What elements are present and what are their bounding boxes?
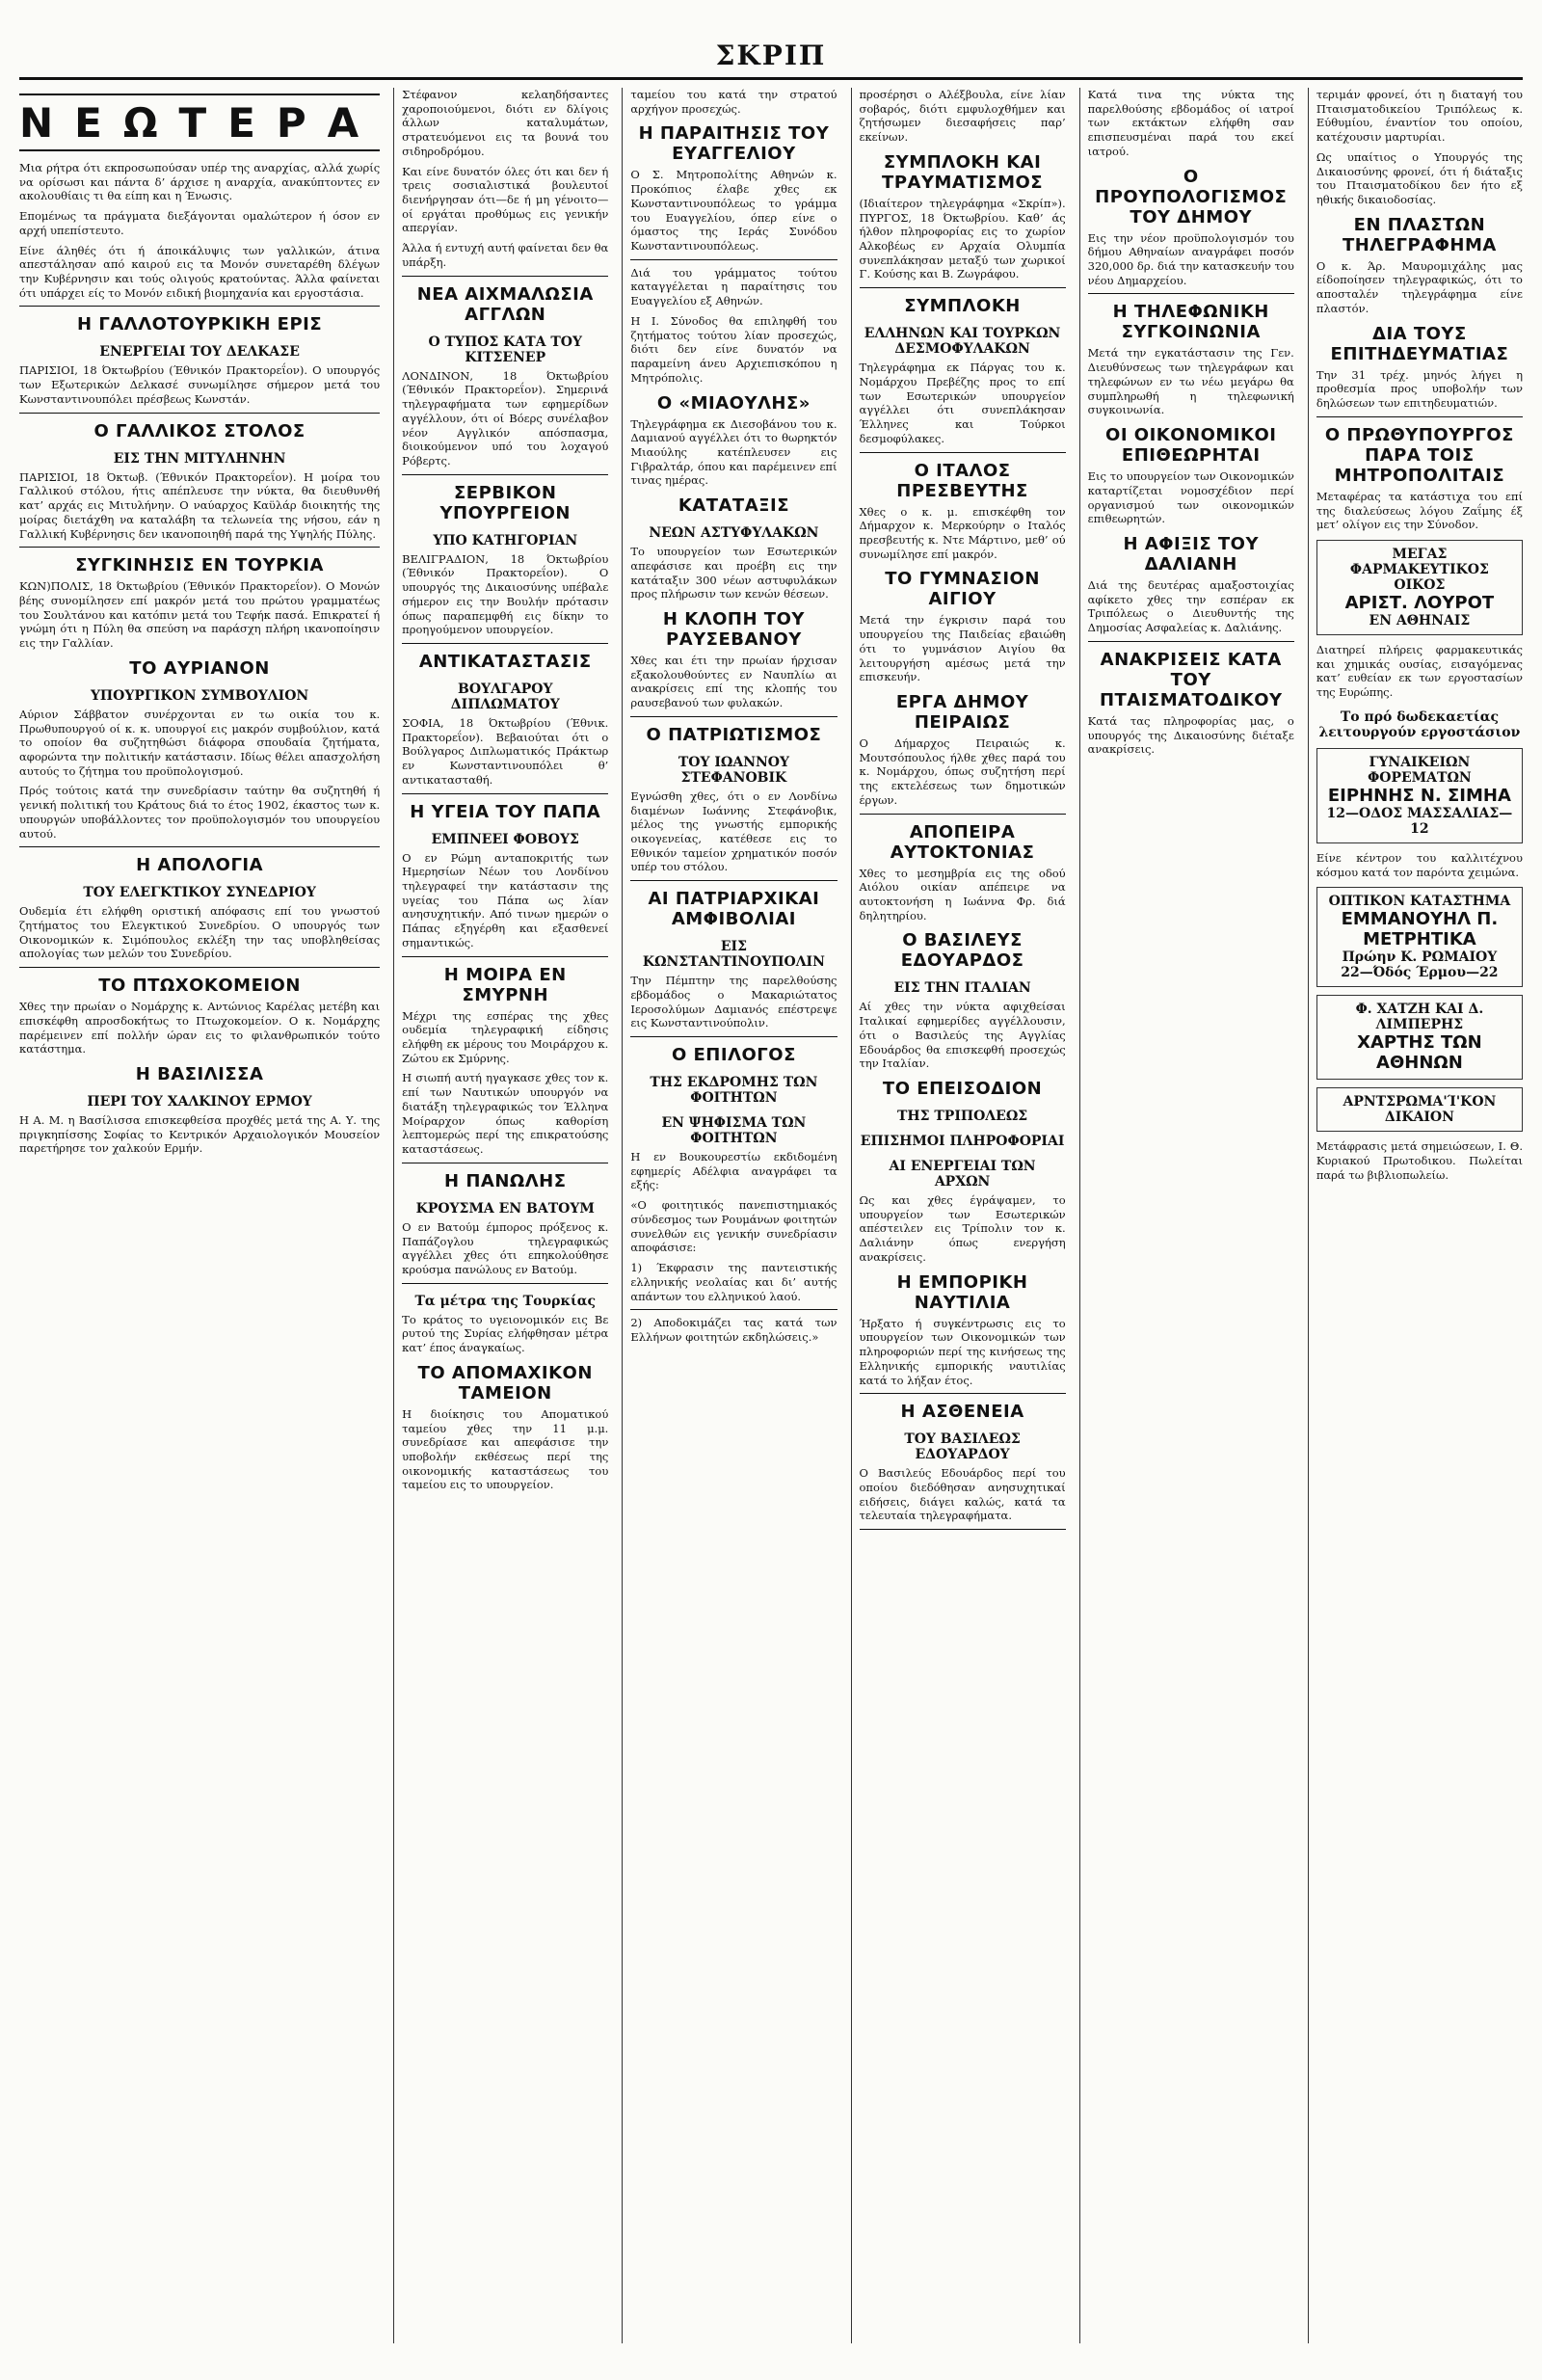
article-headline: Η ΒΑΣΙΛΙΣΣΑ	[135, 1064, 264, 1085]
article-paragraph: Κατά τας πληροφορίας μας, ο υπουργός της Δικαιοσύνης διέταξε ανακρίσεις.	[1087, 713, 1294, 757]
column-2	[393, 88, 608, 2343]
article-paragraph: Η σιωπή αυτή ηγαγκασε χθες τον κ. επί των Ναυτικών υπουργόν να διατάξη τηλεγραφικώς τον Έλληνα Μοίραρχον όπως καθορίση λεπτομερώς περί της επικρατούσης καταστάσεως.	[402, 1071, 609, 1157]
neotera-title: ΝΕΩΤΕΡΑ	[19, 98, 381, 147]
article-subheadline: ΤΟΥ ΕΛΕΓΚΤΙΚΟΥ ΣΥΝΕΔΡΙΟΥ	[83, 885, 316, 901]
column-rule	[402, 956, 608, 957]
column-rule	[630, 1036, 837, 1037]
advertisement	[1316, 540, 1523, 635]
article-paragraph: Η Ι. Σύνοδος θα επιληφθή του ζητήματος τούτου λίαν προσεχώς, διότι δεν είνε δυνατόν να παραμείνη άνευ Αρχιεπισκόπου η Μητρόπολις.	[630, 313, 837, 385]
article-headline: ΣΕΡΒΙΚΟΝ ΥΠΟΥΡΓΕΙΟΝ	[439, 482, 571, 523]
article-subheadline: Το πρό δωδεκαετίας λειτουργούν εργοστάσιον	[1318, 709, 1521, 740]
article-headline: ΑΝΑΚΡΙΣΕΙΣ ΚΑΤΑ ΤΟΥ ΠΤΑΙΣΜΑΤΟΔΙΚΟΥ	[1099, 649, 1283, 710]
article-subheadline: ΕΠΙΣΗΜΟΙ ΠΛΗΡΟΦΟΡΙΑΙ	[860, 1134, 1065, 1150]
column-rule	[630, 716, 837, 717]
article-paragraph: Μέχρι της εσπέρας της χθες ουδεμία τηλεγραφική είδησις ελήφθη εκ μέρους του Μοιράρχου κ. Ζώτου εκ Σμύρνης.	[402, 1008, 609, 1065]
article-headline: Ο ΒΑΣΙΛΕΥΣ ΕΔΟΥΑΡΔΟΣ	[900, 930, 1024, 972]
advertisement	[1316, 748, 1523, 843]
column-rule	[19, 547, 380, 548]
article-headline: Η ΑΣΘΕΝΕΙΑ	[900, 1402, 1024, 1423]
article-subheadline: ΒΟΥΛΓΑΡΟΥ ΔΙΠΛΩΜΑΤΟΥ	[450, 681, 560, 712]
article-paragraph: Μεταφέρας τα κατάστιχα του επί της διαλεύσεως λόγου Ζαΐμης έξ μετ’ ολίγον εις την Σύνοδον.	[1316, 489, 1523, 532]
article-paragraph: Αί χθες την νύκτα αφιχθείσαι Ιταλικαί εφημερίδες αγγέλλουσιν, ότι ο Βασιλεύς της Αγγλίας Εδουάρδος θα επισκεφθή προσεχώς την Ιταλίαν.	[859, 1000, 1066, 1071]
article-headline: Ο ΕΠΙΛΟΓΟΣ	[671, 1045, 796, 1066]
article-headline: Ο ΠΡΩΘΥΠΟΥΡΓΟΣ ΠΑΡΑ ΤΟΙΣ ΜΗΤΡΟΠΟΛΙΤΑΙΣ	[1324, 424, 1514, 486]
article-paragraph: Ο εν Βατούμ έμπορος πρόξενος κ. Παπάζογλου τηλεγραφικώς αγγέλλει χθες ότι επηκολούθησε κρούσμα πανώλους εν Βατούμ.	[402, 1219, 609, 1276]
article-paragraph: «Ο φοιτητικός πανεπιστημιακός σύνδεσμος των Ρουμάνων φοιτητών συνελθών εις γενικήν συνεδρίασιν αποφάσισε:	[630, 1198, 837, 1255]
column-rule	[1088, 293, 1294, 294]
article-subheadline: ΕΝ ΨΗΦΙΣΜΑ ΤΩΝ ΦΟΙΤΗΤΩΝ	[661, 1115, 807, 1147]
article-paragraph: Διά της δευτέρας αμαξοστοιχίας αφίκετο χθες την εσπέραν εκ Τριπόλεως ο Διευθυντής της Δημοσίας Ασφαλείας κ. Δαλιάνης.	[1087, 577, 1294, 635]
masthead-title: ΣΚΡΙΠ	[715, 40, 827, 71]
article-headline: ΚΑΤΑΤΑΞΙΣ	[678, 495, 789, 517]
advertisement	[1316, 887, 1523, 987]
article-paragraph: Τηλεγράφημα εκ Διεσοβάνου του κ. Δαμιανού αγγέλλει ότι το θωρηκτόν Μιαούλης κατέπλευσεν εις Γιβραλτάρ, όπου και παρέμεινεν επί τινας ημέρας.	[630, 416, 837, 488]
article-paragraph: Μετάφρασις μετά σημειώσεων, Ι. Θ. Κυριακού Πρωτοδικου. Πωλείται παρά τω βιβλιοπωλείω.	[1316, 1139, 1523, 1182]
article-headline: ΣΥΜΠΛΟΚΗ ΚΑΙ ΤΡΑΥΜΑΤΙΣΜΟΣ	[882, 151, 1044, 193]
article-subheadline: ΕΛΛΗΝΩΝ ΚΑΙ ΤΟΥΡΚΩΝ ΔΕΣΜΟΦΥΛΑΚΩΝ	[864, 326, 1061, 358]
article-headline: Η ΓΑΛΛΟΤΟΥΡΚΙΚΗ ΕΡΙΣ	[77, 314, 323, 335]
article-subheadline: ΕΜΠΝΕΕΙ ΦΟΒΟΥΣ	[431, 831, 579, 847]
article-paragraph: Ο κ. Άρ. Μαυρομιχάλης μας είδοποίησεν τηλεγραφικώς, ότι το αποσταλέν τηλεγράφημα είνε πλαστόν.	[1316, 258, 1523, 315]
article-headline: Ο «ΜΙΑΟΥΛΗΣ»	[656, 392, 811, 414]
article-paragraph: (Ιδιαίτερον τηλεγράφημα «Σκρίπ»). ΠΥΡΓΟΣ, 18 Όκτωβρίου. Καθ’ άς ήλθον πληροφορίας εις το χωρίον Αλκοβέως εν Αρχαία Ολυμπία συνεπλάκησαν μεταξύ των χωρικοί Γ. Κούσης και Β. Ζωγράφου.	[859, 196, 1066, 281]
advertisement	[1316, 995, 1523, 1080]
article-subheadline: ΤΟΥ ΒΑΣΙΛΕΩΣ ΕΔΟΥΑΡΔΟΥ	[904, 1431, 1021, 1463]
column-rule	[860, 452, 1066, 453]
article-headline: ΣΥΜΠΛΟΚΗ	[904, 296, 1021, 317]
article-paragraph: Μετά την εγκατάστασιν της Γεν. Διευθύνσεως των τηλεγράφων και τηλεφώνων εν τω νέω μεγάρω θα συμπληρωθή η τηλεφωνική συγκοινωνία.	[1087, 346, 1294, 417]
article-headline: Η ΑΦΙΞΙΣ ΤΟΥ ΔΑΛΙΑΝΗ	[1123, 533, 1259, 575]
article-subheadline: ΥΠΟΥΡΓΙΚΟΝ ΣΥΜΒΟΥΛΙΟΝ	[90, 687, 309, 704]
article-headline: ΔΙΑ ΤΟΥΣ ΕΠΙΤΗΔΕΥΜΑΤΙΑΣ	[1330, 323, 1509, 364]
article-paragraph: Εις την νέον προϋπολογισμόν του δήμου Αθηναίων αναγράφει ποσόν 320,000 δρ. διά την κατασκευήν του νέου Δημαρχείου.	[1087, 230, 1294, 287]
column-rule	[630, 259, 837, 260]
article-paragraph: Η διοίκησις του Αποματικού ταμείου χθες την 11 μ.μ. συνεδρίασε και απεφάσισε την υποβολήν εκθέσεως περί της οικονομικής καταστάσεως του ταμείου εις το υπουργείον.	[402, 1406, 609, 1492]
article-paragraph: Χθες ο κ. μ. επισκέφθη τον Δήμαρχον κ. Μερκούρην ο Ιταλός πρεσβευτής κ. Ντε Μάρτινο, μεθ’ ού συνωμίλησε επί μακρόν.	[859, 504, 1066, 561]
article-headline: ΑΠΟΠΕΙΡΑ ΑΥΤΟΚΤΟΝΙΑΣ	[890, 821, 1035, 863]
column-rule	[1088, 641, 1294, 642]
column-rule	[402, 1283, 608, 1284]
article-paragraph: Χθες την πρωίαν ο Νομάρχης κ. Αντώνιος Καρέλας μετέβη και επισκέφθη απροσδοκήτως το Πτωχοκομείον. Ο κ. Νομάρχης παρέμεινεν επί πολλήν ώραν εις το φιλανθρωπικόν τούτο κατάστημα.	[19, 1000, 381, 1056]
article-paragraph: Πρός τούτοις κατά την συνεδρίασιν ταύτην θα συζητηθή ή γενική πολιτική του Κράτους διά το έτος 1902, έκαστος των κ. υπουργών υποβάλλοντες τον προϋπολογισμόν του υπουργείου αυτού.	[19, 784, 381, 841]
article-subheadline: ΤΗΣ ΤΡΙΠΟΛΕΩΣ	[896, 1109, 1028, 1125]
column-rule	[860, 287, 1066, 288]
article-paragraph: Το κράτος το υγειονομικόν εις Βε ρυτού της Συρίας ελήφθησαν μέτρα κατ’ έπος άναγκαίως.	[402, 1312, 609, 1355]
article-subheadline: ΤΗΣ ΕΚΔΡΟΜΗΣ ΤΩΝ ΦΟΙΤΗΤΩΝ	[650, 1075, 818, 1107]
article-headline: ΕΝ ΠΛΑΣΤΩΝ ΤΗΛΕΓΡΑΦΗΜΑ	[1342, 214, 1497, 255]
article-paragraph: Εις το υπουργείον των Οικονομικών καταρτίζεται νομοσχέδιον περί οργανισμού των οικονομικών επιθεωρητών.	[1087, 469, 1294, 526]
ad-line: 22—Όδός Έρμου—22	[1341, 965, 1499, 981]
article-paragraph: Την 31 τρέχ. μηνός λήγει η προθεσμία προς υποβολήν των δηλώσεων των επιτηδευματιών.	[1316, 367, 1523, 411]
article-paragraph: Ως υπαίτιος ο Υπουργός της Δικαιοσύνης φρονεί, ότι ή διάταξις του Πταισματοδίκου δεν ήτο εξ ηθικής δικαιοδοσίας.	[1316, 149, 1523, 207]
article-paragraph: Μετά την έγκρισιν παρά του υπουργείου της Παιδείας εβαιώθη ότι το γυμνάσιον Αιγίου θα λειτουργήση αμέσως μετά την επισκευήν.	[859, 613, 1066, 684]
article-subheadline: ΠΕΡΙ ΤΟΥ ΧΑΛΚΙΝΟΥ ΕΡΜΟΥ	[87, 1094, 312, 1110]
article-headline: ΣΥΓΚΙΝΗΣΙΣ ΕΝ ΤΟΥΡΚΙΑ	[75, 555, 324, 576]
article-subheadline: Τα μέτρα της Τουρκίας	[414, 1293, 597, 1309]
article-headline: Η ΜΟΙΡΑ ΕΝ ΣΜΥΡΝΗ	[443, 964, 567, 1005]
article-subheadline: ΑΙ ΕΝΕΡΓΕΙΑΙ ΤΩΝ ΑΡΧΩΝ	[889, 1159, 1036, 1190]
article-paragraph: Και είνε δυνατόν όλες ότι και δεν ή τρεις σοσιαλιστικά βουλευτοί διενήργησαν ότι—δε ή μη γένοιτο—οί εργάται προθύμως εις γενικήν απεργίαν.	[402, 164, 609, 235]
column-rule	[402, 474, 608, 475]
article-subheadline: ΚΡΟΥΣΜΑ ΕΝ ΒΑΤΟΥΜ	[415, 1200, 595, 1217]
ad-line: 12—ΟΔΟΣ ΜΑΣΣΑΛΙΑΣ—12	[1326, 805, 1513, 837]
article-headline: ΑΙ ΠΑΤΡΙΑΡΧΙΚΑΙ ΑΜΦΙΒΟΛΙΑΙ	[648, 889, 820, 930]
column-rule	[19, 967, 380, 968]
article-paragraph: προσέρησι ο Αλέξβουλα, είνε λίαν σοβαρός, διότι εμφυλοχθήμεν και ζητήσωμεν διεσαφήσεις παρ’ εκείνων.	[859, 88, 1066, 145]
article-subheadline: ΕΙΣ ΚΩΝΣΤΑΝΤΙΝΟΥΠΟΛΙΝ	[642, 939, 825, 971]
article-paragraph: Χθες το μεσημβρία εις της οδού Αιόλου οικίαν απέπειρε να αυτοκτονήση η Ιωάννα Φρ. διά δηλητηρίου.	[859, 866, 1066, 923]
article-paragraph: Επομένως τα πράγματα διεξάγονται ομαλώτερον ή όσον εν αρχή υπεπίστευτο.	[19, 209, 381, 237]
article-subheadline: ΕΝΕΡΓΕΙΑΙ ΤΟΥ ΔΕΛΚΑΣΕ	[99, 344, 300, 361]
article-paragraph: Διατηρεί πλήρεις φαρμακευτικάς και χημικάς ουσίας, εισαγόμενας κατ’ ευθείαν εκ των εργοστασίων της Ευρώπης.	[1316, 642, 1523, 700]
article-headline: Η ΚΛΟΠΗ ΤΟΥ ΡΑΥΣΕΒΑΝΟΥ	[662, 608, 805, 650]
article-paragraph: ΠΑΡΙΣΙΟΙ, 18 Όκτωβρίου (Έθνικόν Πρακτορεΐον). Ο υπουργός των Εξωτερικών Δελκασέ συνωμίλησε σήμερον μετά του Κωνσταντινουπόλει πρέσβεως Κωνστάν.	[19, 363, 381, 406]
column-rule	[402, 276, 608, 277]
article-subheadline: ΕΙΣ ΤΗΝ ΙΤΑΛΙΑΝ	[893, 980, 1031, 997]
newspaper-page	[19, 19, 1523, 2341]
article-paragraph: ταμείου του κατά την στρατού αρχήγον προσεχώς.	[630, 88, 837, 116]
column-4	[851, 88, 1066, 2343]
article-headline: ΑΝΤΙΚΑΤΑΣΤΑΣΙΣ	[418, 651, 592, 672]
article-subheadline: ΝΕΩΝ ΑΣΤΥΦΥΛΑΚΩΝ	[649, 525, 819, 542]
article-paragraph: Εγνώσθη χθες, ότι ο εν Λονδίνω διαμένων Ιωάννης Στεφάνοβικ, μέλος της γνωστής εμπορικής οικογενείας, κατέθεσε εις το Εθνικόν ταμείον χρηματικόν ποσόν υπέρ του στόλου.	[630, 789, 837, 874]
article-paragraph: τεριμάν φρονεί, ότι η διαταγή του Πταισματοδικείου Τριπόλεως κ. Εύθυμίου, έναντίον του οποίου, κατέχουσιν μαρτυρίαι.	[1316, 88, 1523, 145]
article-paragraph: ΣΟΦΙΑ, 18 Όκτωβρίου (Έθνικ. Πρακτορεΐον). Βεβαιούται ότι ο Βούλγαρος Διπλωματικός Πράκτωρ εν Κωνσταντινουπόλει θ’ αντικατασταθή.	[402, 715, 609, 787]
article-subheadline: ΥΠΟ ΚΑΤΗΓΟΡΙΑΝ	[433, 532, 578, 548]
ad-line: ΓΥΝΑΙΚΕΙΩΝ ΦΟΡΕΜΑΤΩΝ	[1368, 754, 1472, 786]
column-5	[1079, 88, 1294, 2343]
article-headline: Η ΤΗΛΕΦΩΝΙΚΗ ΣΥΓΚΟΙΝΩΝΙΑ	[1112, 302, 1269, 343]
ad-line: ΧΑΡΤΗΣ ΤΩΝ ΑΘΗΝΩΝ	[1357, 1032, 1482, 1074]
column-rule	[19, 413, 380, 414]
ad-line: Πρώην Κ. ΡΩΜΑΙΟΥ	[1342, 949, 1498, 966]
article-paragraph: Η εν Βουκουρεστίω εκδιδομένη εφημερίς Αδέλφια αναγράφει τα εξής:	[630, 1150, 837, 1192]
article-paragraph: Ο εν Ρώμη ανταποκριτής των Ημερησίων Νέων του Λονδίνου τηλεγραφεί την κατάστασιν της υγείας του Πάπα ως λίαν ανησυχητικήν. Από τινων ημερών ο Πάπας εξηγέρθη και εξασθενεί σημαντικώς.	[402, 850, 609, 949]
column-rule	[860, 814, 1066, 815]
article-paragraph: Ήρξατο ή συγκέντρωσις εις το υπουργείον των Οικονομικών των πληροφοριών περί της κινήσεως της Ελληνικής εμπορικής ναυτιλίας κατά το λήξαν έτος.	[859, 1316, 1066, 1387]
article-headline: ΤΟ ΕΠΕΙΣΟΔΙΟΝ	[882, 1079, 1043, 1100]
column-rule	[402, 643, 608, 644]
article-paragraph: Η Α. Μ. η Βασίλισσα επισκεφθείσα προχθές μετά της Α. Υ. της πριγκηπίσσης Σοφίας το Κεντρικόν Αρχαιολογικόν Μουσείον παρετήρησε τον χαλκούν Ερμήν.	[19, 1113, 381, 1156]
article-headline: ΝΕΑ ΑΙΧΜΑΛΩΣΙΑ ΑΓΓΛΩΝ	[416, 283, 594, 325]
ad-line: ΕΝ ΑΘΗΝΑΙΣ	[1369, 612, 1471, 628]
article-paragraph: 1) Έκφρασιν της παντειστικής ελληνικής νεολαίας και δι’ αυτής απάντων του ελληνικού λαού.	[630, 1261, 837, 1303]
article-subheadline: ΤΟΥ ΙΩΑΝΝΟΥ ΣΤΕΦΑΝΟΒΙΚ	[678, 754, 789, 786]
article-headline: ΤΟ ΑΥΡΙΑΝΟΝ	[129, 657, 270, 679]
column-rule	[19, 306, 380, 307]
article-headline: Ο ΙΤΑΛΟΣ ΠΡΕΣΒΕΥΤΗΣ	[896, 460, 1028, 501]
column-6	[1308, 88, 1523, 2343]
article-headline: Η ΕΜΠΟΡΙΚΗ ΝΑΥΤΙΛΙΑ	[896, 1271, 1028, 1313]
ad-line: ΑΡΙΣΤ. ΛΟΥΡΟΤ	[1344, 592, 1495, 613]
article-paragraph: Διά του γράμματος τούτου καταγγέλεται η παραίτησις του Ευαγγελίου εξ Αθηνών.	[630, 265, 837, 308]
column-rule	[19, 846, 380, 847]
column-rule	[860, 1393, 1066, 1394]
article-paragraph: Κατά τινα της νύκτα της παρελθούσης εβδομάδος οί ιατροί των εκτάκτων ελήφθη σαν επισπευσμέναι παρά του εκεί ιατρού.	[1087, 88, 1294, 158]
column-rule	[1316, 416, 1523, 417]
masthead	[19, 19, 1523, 80]
ad-line: ΜΕΓΑΣ ΦΑΡΜΑΚΕΥΤΙΚΟΣ ΟΙΚΟΣ	[1349, 546, 1489, 593]
ad-line: ΕΜΜΑΝΟΥΗΛ Π. ΜΕΤΡΗΤΙΚΑ	[1341, 909, 1499, 950]
ad-line: ΟΠΤΙΚΟΝ ΚΑΤΑΣΤΗΜΑ	[1328, 894, 1511, 910]
article-paragraph: Ως και χθες έγράψαμεν, το υπουργείον των Εσωτερικών απέστειλεν εις Τρίπολιν τον κ. Δαλιάνην όπως ενεργήση ανακρίσεις.	[859, 1193, 1066, 1264]
article-paragraph: Αύριον Σάββατον συνέρχονται εν τω οικία του κ. Πρωθυπουργού οί κ. κ. υπουργοί εις μακρόν συμβούλιον, κατά το οποίον θα συζητηθώσι διάφορα σπουδαία ζητήματα, αφορώντα την πολιτικήν κατάστασιν. Ιδίως θέλει απασχολήση αυτούς το ζήτημα του προϋπολογισμού.	[19, 707, 381, 778]
article-paragraph: Είνε άληθές ότι ή άποικάλυψις των γαλλικών, άτινα απεστάλησαν από καιρού εις τα Μονόν συνεταρέθη δλέγων την Κυβέρνησιν και τούς ολιγούς κρατούντας. Άλλα φαίνεται ότι υπάρχει είς το Μονόν ειδική βιομηχανία και εργοστάσια.	[19, 243, 381, 300]
column-rule	[860, 1529, 1066, 1530]
ad-line: ΕΙΡΗΝΗΣ Ν. ΣΙΜΗΑ	[1327, 785, 1511, 806]
columns	[19, 88, 1523, 2343]
article-headline: Η ΠΑΡΑΙΤΗΣΙΣ ΤΟΥ ΕΥΑΓΓΕΛΙΟΥ	[638, 123, 830, 165]
article-headline: ΕΡΓΑ ΔΗΜΟΥ ΠΕΙΡΑΙΩΣ	[895, 691, 1029, 733]
article-headline: ΟΙ ΟΙΚΟΝΟΜΙΚΟΙ ΕΠΙΘΕΩΡΗΤΑΙ	[1105, 425, 1277, 467]
article-subheadline: ΕΙΣ ΤΗΝ ΜΙΤΥΛΗΝΗΝ	[113, 450, 286, 467]
article-headline: Η ΑΠΟΛΟΓΙΑ	[136, 855, 264, 876]
article-headline: Ο ΠΡΟΥΠΟΛΟΓΙΣΜΟΣ ΤΟΥ ΔΗΜΟΥ	[1095, 166, 1288, 227]
article-paragraph: ΛΟΝΔΙΝΟΝ, 18 Όκτωβρίου (Έθνικόν Πρακτορεΐον). Σημερινά τηλεγραφήματα των εφημερίδων αγγέλλουν, ότι οί Βόερς συνέλαβον νέον Αγγλικόν απόσπασμα, διοικούμενον υπό του λοχαγού Ρόβερτς.	[402, 368, 609, 468]
article-paragraph: ΒΕΛΙΓΡΑΔΙΟΝ, 18 Όκτωβρίου (Έθνικόν Πρακτορεΐον). Ο υπουργός της Δικαιοσύνης υπέβαλε σήμερον εις την Βουλήν πρότασιν όπως παραπεμφθή εις δίκην το προηγούμενον υπουργείον.	[402, 551, 609, 637]
article-headline: Η ΠΑΝΩΛΗΣ	[444, 1170, 567, 1191]
article-paragraph: Στέφανον κελαηδήσαντες χαροποιούμενοι, διότι εν δλίγοις άλλων καταλυμάτων, στρατευόμενοι εις τα βουνά του σιδηροδρόμου.	[402, 88, 609, 158]
article-paragraph: Ο Σ. Μητροπολίτης Αθηνών κ. Προκόπιος έλαβε χθες εκ Κωνσταντινουπόλεως το γράμμα του Ευαγγελίου, όπερ είνε ο όμαστος της Ιεράς Συνόδου Κωνσταντινουπόλεως.	[630, 168, 837, 254]
column-1	[19, 88, 380, 2343]
column-3	[622, 88, 837, 2343]
ad-line: Φ. ΧΑΤΖΗ ΚΑΙ Δ. ΛΙΜΠΕΡΗΣ	[1355, 1002, 1484, 1033]
neotera-banner	[19, 94, 380, 151]
article-paragraph: Μια ρήτρα ότι εκπροσωπούσαν υπέρ της αναρχίας, αλλά χωρίς να ορίσωσι και πάντα δ’ άρχισε η αναρχία, ανακύπτοντες εν ακολουθίαις τι θα είπη και η Ένωσις.	[19, 161, 381, 203]
article-headline: Η ΥΓΕΙΑ ΤΟΥ ΠΑΠΑ	[410, 801, 601, 822]
article-paragraph: Ουδεμία έτι ελήφθη οριστική απόφασις επί του γνωστού ζητήματος του Ελεγκτικού Συνεδρίου. Ο υπουργός των Οικονομικών κ. Σιμόπουλος εκλέξη την τας υποβληθείσας απολογίας των μελών του Συνεδρίου.	[19, 904, 381, 961]
article-paragraph: Τηλεγράφημα εκ Πάργας του κ. Νομάρχου Πρεβέζης προς το επί των Εσωτερικών υπουργείον αγγέλλει ότι συνεπλάκησαν Έλληνες και Τούρκοι δεσμοφύλακες.	[859, 361, 1066, 445]
article-headline: ΤΟ ΑΠΟΜΑΧΙΚΟΝ ΤΑΜΕΙΟΝ	[417, 1362, 593, 1404]
ad-line: ΑΡΝΤΣΡΩΜΑ'Ί'ΚΟΝ ΔΙΚΑΙΟΝ	[1343, 1094, 1497, 1126]
article-paragraph: Ο Βασιλεύς Εδουάρδος περί του οποίου διεδόθησαν ανησυχητικαί ειδήσεις, διάγει καλώς, κατά τα τελευταία τηλεγραφήματα.	[859, 1466, 1066, 1523]
article-headline: Ο ΓΑΛΛΙΚΟΣ ΣΤΟΛΟΣ	[93, 420, 306, 441]
article-subheadline: Ο ΤΥΠΟΣ ΚΑΤΑ ΤΟΥ ΚΙΤΣΕΝΕΡ	[428, 334, 582, 365]
article-paragraph: Χθες και έτι την πρωίαν ήρχισαν εξακολουθούντες εν Ναυπλίω αι ανακρίσεις επί της κλοπής του ραυσεβανού των φυλακών.	[630, 653, 837, 710]
column-rule	[630, 880, 837, 881]
article-paragraph: Το υπουργείον των Εσωτερικών απεφάσισε και προέβη εις την κατάταξιν 300 νέων αστυφυλάκων προς πλήρωσιν των κενών θέσεων.	[630, 545, 837, 602]
article-paragraph: ΚΩΝ)ΠΟΛΙΣ, 18 Όκτωβρίου (Έθνικόν Πρακτορεΐον). Ο Μονών βέης συνομίλησεν επί μακρόν μετά του πρώτου γραμματέως του Σουλτάνου και κατόπιν μετά του Τεφήκ πασά. Επικρατεί ή γνώμη ότι η Πύλη θα σπεύση να παράσχη πλήρη ικανοποίησιν εις την Γαλλίαν.	[19, 579, 381, 651]
column-rule	[630, 1309, 837, 1310]
article-headline: Ο ΠΑΤΡΙΩΤΙΣΜΟΣ	[646, 724, 822, 745]
article-paragraph: Ο Δήμαρχος Πειραιώς κ. Μουτσόπουλος ήλθε χθες παρά του κ. Νομάρχου, όπως συζητήση περί της εκτελέσεως των δημοτικών έργων.	[859, 735, 1066, 807]
article-paragraph: Άλλα ή εντυχή αυτή φαίνεται δεν θα υπάρξη.	[402, 241, 609, 269]
article-paragraph: ΠΑΡΙΣΙΟΙ, 18 Όκτωβ. (Έθνικόν Πρακτορεΐον). Η μοίρα του Γαλλικού στόλου, ήτις απέπλευσε την νύκτα, θα διευθυνθή κατ’ αρχάς εις Μιτυλήνην. Ο ναύαρχος Καϋλάρ διοικητής της μοίρας διετάχθη να καταλάβη τα τελωνεία της νήσου, εάν η Γαλλική Κυβέρνησις δεν ικανοποιηθή παρά της Υψηλής Πύλης.	[19, 469, 381, 541]
article-paragraph: 2) Αποδοκιμάζει τας κατά των Ελλήνων φοιτητών εκδηλώσεις.»	[630, 1316, 837, 1344]
column-rule	[402, 793, 608, 794]
advertisement	[1316, 1087, 1523, 1132]
article-headline: ΤΟ ΓΥΜΝΑΣΙΟΝ ΑΙΓΙΟΥ	[885, 569, 1040, 610]
article-headline: ΤΟ ΠΤΩΧΟΚΟΜΕΙΟΝ	[98, 976, 301, 997]
article-paragraph: Την Πέμπτην της παρελθούσης εβδομάδος ο Μακαριώτατος Ιεροσολύμων Δαμιανός επέστρεψε εις Κωνσταντινούπολιν.	[630, 974, 837, 1030]
article-paragraph: Είνε κέντρον του καλλιτέχνου κόσμου κατά τον παρόντα χειμώνα.	[1316, 850, 1523, 879]
